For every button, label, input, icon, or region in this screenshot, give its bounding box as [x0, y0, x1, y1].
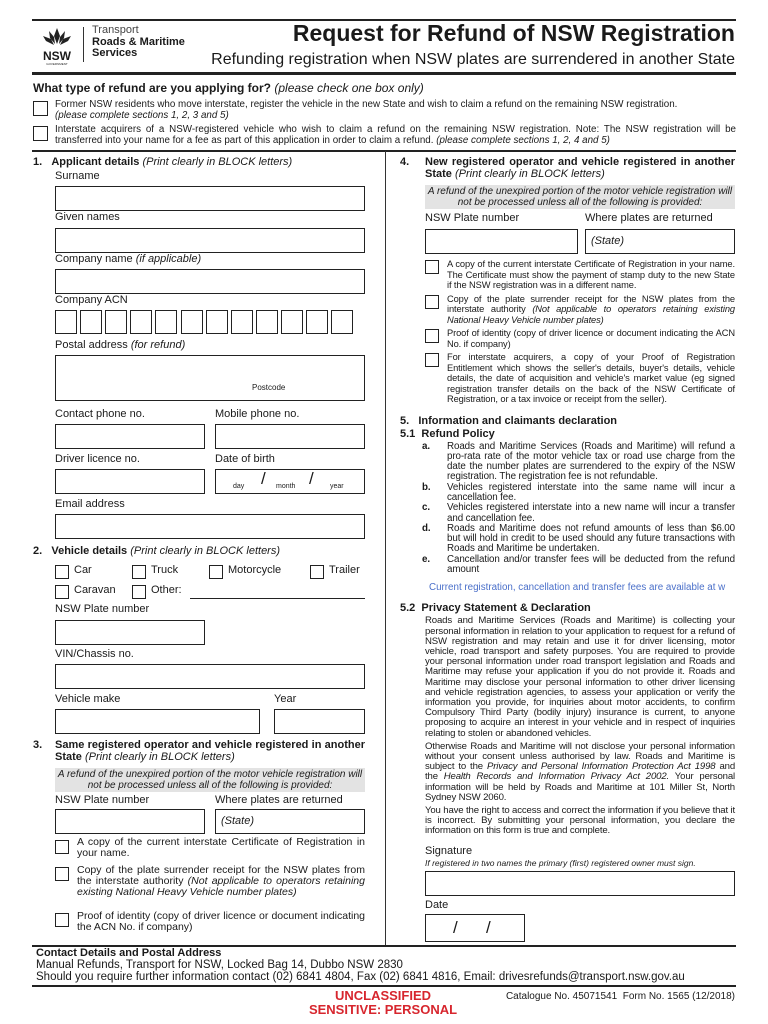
privacy-paragraph-1: Roads and Maritime Services (Roads and Maritime) is collecting your personal information in relation to your application to request for a refund of NSW registration and may retain and use it for driver licensing, motor vehicle, road transport and safety purposes. You are required to provide your personal information under road transport legislation and Roads and Maritime may refuse your application if you do not provide it. Roads and Maritime may disclose your personal information to other driver licensing and vehicle registration agencies, to assess your application or verify the information you provide, for inquiries about motor accidents, to confirm Compulsory Third Party (bodily injury) insurance is current, to anyone proposing to acquire an interest in your vehicle and in respect of inquiries relating to stolen or abandoned vehicles.	[425, 615, 735, 739]
acn-digit-box[interactable]	[206, 310, 228, 334]
postcode-label: Postcode	[252, 383, 286, 392]
privacy-paragraph-2: Otherwise Roads and Maritime will not disclose your personal information without your consent unless authorised by law. Roads and Maritime is subject to the Privacy and Personal Information Protection Act 1998 and the Health Records and Information Privacy Act 2002. Your personal information will be held by Roads and Maritime at 101 Miller St, North Sydney NSW 2060.	[425, 740, 736, 803]
section-3-heading: 3. Same registered operator and vehicle registered in another State (Print clearly in BLOCK letters)	[33, 739, 365, 763]
company-acn-label: Company ACN	[55, 294, 128, 306]
vehicle-type-truck-checkbox[interactable]	[132, 565, 146, 579]
s3-state-input[interactable]	[215, 809, 365, 834]
s3-checkbox-receipt[interactable]	[55, 867, 69, 881]
classification-line-1: UNCLASSIFIED	[334, 988, 432, 1003]
vehicle-type-caravan-checkbox[interactable]	[55, 585, 69, 599]
acn-digit-box[interactable]	[306, 310, 328, 334]
s3-plate-input[interactable]	[55, 809, 205, 834]
section-1-heading: 1. Applicant details (Print clearly in BLOCK letters)	[33, 156, 293, 168]
vehicle-type-caravan-label: Caravan	[74, 584, 116, 596]
acn-digit-box[interactable]	[281, 310, 303, 334]
contact-phone-input[interactable]	[55, 424, 205, 449]
waratah-icon	[40, 26, 74, 46]
acn-digit-box[interactable]	[80, 310, 102, 334]
right-column	[400, 156, 735, 942]
vehicle-type-truck-label: Truck	[151, 564, 179, 576]
s3-plate-label: NSW Plate number	[55, 794, 150, 806]
s4-item-identity: Proof of identity (copy of driver licence or document indicating the ACN No. if company)	[447, 328, 735, 349]
acn-digit-box[interactable]	[331, 310, 353, 334]
vehicle-year-input[interactable]	[274, 709, 365, 734]
header-rule	[32, 72, 736, 75]
s4-checkbox-identity[interactable]	[425, 329, 439, 343]
acn-digit-box[interactable]	[105, 310, 127, 334]
acn-digit-box[interactable]	[130, 310, 152, 334]
policy-item-c: c. Vehicles registered interstate into a new name will incur a transfer and cancellation fee.	[422, 502, 735, 524]
page-title: Request for Refund of NSW Registration	[292, 20, 735, 46]
org-line-3: Services	[92, 47, 138, 59]
dob-month-label: month	[276, 483, 296, 490]
catalogue-number: Catalogue No. 45071541 Form No. 1565 (12/2018)	[505, 991, 735, 1002]
vehicle-type-car-checkbox[interactable]	[55, 565, 69, 579]
signature-label: Signature	[425, 844, 473, 857]
section-4-note: A refund of the unexpired portion of the motor vehicle registration will not be processed unless all of the following is provided:	[425, 185, 735, 209]
page-subtitle: Refunding registration when NSW plates are surrendered in another State	[211, 51, 735, 68]
logo-text: NSW	[43, 49, 71, 63]
s3-item-receipt: Copy of the plate surrender receipt for the NSW plates from the interstate authority (Not applicable to operators retaining existing National Heavy Vehicle number plates)	[77, 864, 365, 898]
date-slash: /	[486, 917, 491, 937]
s4-checkbox-entitlement[interactable]	[425, 353, 439, 367]
dob-day-label: day	[233, 483, 245, 490]
privacy-paragraph-3: You have the right to access and correct the information if you believe that it is incorrect. By submitting your personal information, you declare the information on this form is true and complete.	[425, 805, 735, 837]
acn-digit-box[interactable]	[181, 310, 203, 334]
company-name-label: Company name (if applicable)	[55, 253, 202, 265]
policy-item-b: b. Vehicles registered interstate into the same name will incur a cancellation fee.	[422, 481, 735, 503]
nsw-plate-label: NSW Plate number	[55, 603, 150, 615]
section-2-heading: 2. Vehicle details (Print clearly in BLOCK letters)	[33, 545, 281, 557]
s4-plate-label: NSW Plate number	[425, 212, 520, 224]
signature-hint: If registered in two names the primary (first) registered owner must sign.	[425, 857, 696, 868]
date-slash: /	[453, 917, 458, 937]
mobile-phone-input[interactable]	[215, 424, 365, 449]
s4-state-input[interactable]	[585, 229, 735, 254]
refund-type-checkbox-interstate-acquirer[interactable]	[33, 126, 48, 141]
dob-slash: /	[261, 469, 266, 488]
s4-state-placeholder: (State)	[591, 235, 625, 247]
vehicle-type-motorcycle-checkbox[interactable]	[209, 565, 223, 579]
footer-rule-2	[32, 985, 736, 987]
email-input[interactable]	[55, 514, 365, 539]
email-label: Email address	[55, 498, 125, 510]
acn-digit-box[interactable]	[155, 310, 177, 334]
s4-item-receipt: Copy of the plate surrender receipt for the NSW plates from the interstate authority (Not applicable to operators retaining existing National Heavy Vehicle number plates)	[447, 293, 735, 325]
company-name-input[interactable]	[55, 269, 365, 294]
contact-info: Should you require further information contact (02) 6841 4804, Fax (02) 6841 4816, Email: drivesrefunds@transport.nsw.gov.au	[36, 971, 685, 983]
policy-item-d: d. Roads and Maritime does not refund amounts of less than $6.00 but will hold in credit to be used should any future transactions with Roads and Maritime be undertaken.	[422, 522, 735, 555]
refund-type-checkbox-former-resident[interactable]	[33, 101, 48, 116]
vehicle-year-label: Year	[274, 693, 297, 705]
s3-checkbox-certificate[interactable]	[55, 840, 69, 854]
section-4-heading: 4. New registered operator and vehicle registered in another State (Print clearly in BLOCK letters)	[400, 156, 735, 180]
s3-state-placeholder: (State)	[221, 815, 255, 827]
vehicle-type-other-input[interactable]	[190, 598, 365, 599]
signature-input[interactable]	[425, 871, 735, 896]
date-of-birth-label: Date of birth	[215, 453, 275, 465]
org-line-2: Roads & Maritime	[92, 35, 185, 48]
s3-checkbox-identity[interactable]	[55, 913, 69, 927]
s3-item-identity: Proof of identity (copy of driver licence or document indicating the ACN No. if company)	[77, 910, 365, 933]
driver-licence-label: Driver licence no.	[55, 453, 140, 465]
s3-where-label: Where plates are returned	[215, 794, 343, 806]
date-label: Date	[425, 898, 449, 911]
vehicle-type-other-label: Other:	[151, 584, 182, 596]
vehicle-type-trailer-checkbox[interactable]	[310, 565, 324, 579]
vin-label: VIN/Chassis no.	[55, 648, 134, 660]
vehicle-make-input[interactable]	[55, 709, 260, 734]
privacy-heading: 5.2 Privacy Statement & Declaration	[400, 602, 591, 615]
s3-item-certificate: A copy of the current interstate Certificate of Registration in your name.	[77, 836, 365, 859]
vin-input[interactable]	[55, 664, 365, 689]
given-names-label: Given names	[55, 211, 120, 223]
postal-address-input[interactable]	[55, 355, 365, 401]
vehicle-type-trailer-label: Trailer	[329, 564, 360, 576]
s4-item-certificate: A copy of the current interstate Certificate of Registration in your name. The Certificate must show the payment of stamp duty to the new State if the NSW registration was in a different name.	[447, 259, 735, 290]
contact-title: Contact Details and Postal Address	[36, 947, 222, 959]
given-names-input[interactable]	[55, 228, 365, 253]
fees-link[interactable]: Current registration, cancellation and transfer fees are available at w	[429, 582, 726, 594]
s4-plate-input[interactable]	[425, 229, 578, 254]
policy-item-a: a. Roads and Maritime Services (Roads and Maritime) will refund a pro-rata rate of the motor vehicle tax or road use charge from the date the number plates are surrendered to the expiry of the NSW registration. The registration fee is not refundable.	[422, 440, 735, 483]
surname-label: Surname	[55, 170, 100, 182]
refund-type-option-1: Former NSW residents who move interstate, register the vehicle in the new State and wish to claim a refund on the remaining NSW registration. (please complete sections 1, 2, 3 and 5)	[55, 99, 678, 121]
vehicle-type-car-label: Car	[74, 564, 92, 576]
vehicle-type-other-checkbox[interactable]	[132, 585, 146, 599]
dob-slash: /	[309, 469, 314, 488]
postal-address-label: Postal address (for refund)	[55, 339, 186, 351]
refund-type-question: What type of refund are you applying for? (please check one box only)	[33, 81, 424, 95]
acn-digit-box[interactable]	[231, 310, 253, 334]
nsw-logo	[40, 26, 76, 64]
column-divider	[385, 151, 386, 945]
refund-policy-heading: 5.1 Refund Policy	[400, 427, 495, 440]
vehicle-make-label: Vehicle make	[55, 693, 121, 705]
s4-item-entitlement: For interstate acquirers, a copy of your Proof of Registration Entitlement which shows the seller's details, buyer's details, vehicle details, the date of acquisition and vehicle's market value (eg signed registration transfer details on the back of the NSW Certificate of Registration, or a tax invoice or receipt from the seller).	[447, 352, 735, 404]
s4-checkbox-certificate[interactable]	[425, 260, 439, 274]
contact-phone-label: Contact phone no.	[55, 408, 145, 420]
classification-stamp	[283, 989, 483, 1017]
driver-licence-input[interactable]	[55, 469, 205, 494]
vehicle-type-motorcycle-label: Motorcycle	[228, 564, 282, 576]
section-rule	[32, 150, 736, 152]
dob-year-label: year	[330, 483, 344, 490]
logo-divider	[83, 27, 84, 62]
org-name	[92, 25, 185, 60]
surname-input[interactable]	[55, 186, 365, 211]
s4-checkbox-receipt[interactable]	[425, 295, 439, 309]
nsw-plate-input[interactable]	[55, 620, 205, 645]
section-3-note: A refund of the unexpired portion of the motor vehicle registration will not be processed unless all of the following is provided:	[55, 768, 365, 792]
date-of-birth-input[interactable]	[215, 469, 365, 494]
acn-digit-box[interactable]	[55, 310, 77, 334]
org-line-1: Transport	[92, 24, 139, 36]
logo-subtext: GOVERNMENT	[46, 62, 68, 66]
acn-digit-box[interactable]	[256, 310, 278, 334]
date-input[interactable]	[425, 914, 525, 942]
s4-where-label: Where plates are returned	[585, 212, 713, 224]
postal-address: Manual Refunds, Transport for NSW, Locked Bag 14, Dubbo NSW 2830	[36, 959, 403, 971]
classification-line-2: SENSITIVE: PERSONAL	[308, 1002, 458, 1017]
policy-item-e: e. Cancellation and/or transfer fees will be deducted from the refund amount	[422, 553, 735, 576]
refund-type-option-2: Interstate acquirers of a NSW-registered vehicle who wish to claim a refund on the remaining NSW registration. Note: The NSW registration will be transferred into your name for a fee as part of this application in order to claim a refund. (please complete sections 1, 2, 4 and 5)	[55, 124, 736, 146]
mobile-phone-label: Mobile phone no.	[215, 408, 300, 420]
section-5-heading: 5. Information and claimants declaration	[400, 414, 618, 427]
